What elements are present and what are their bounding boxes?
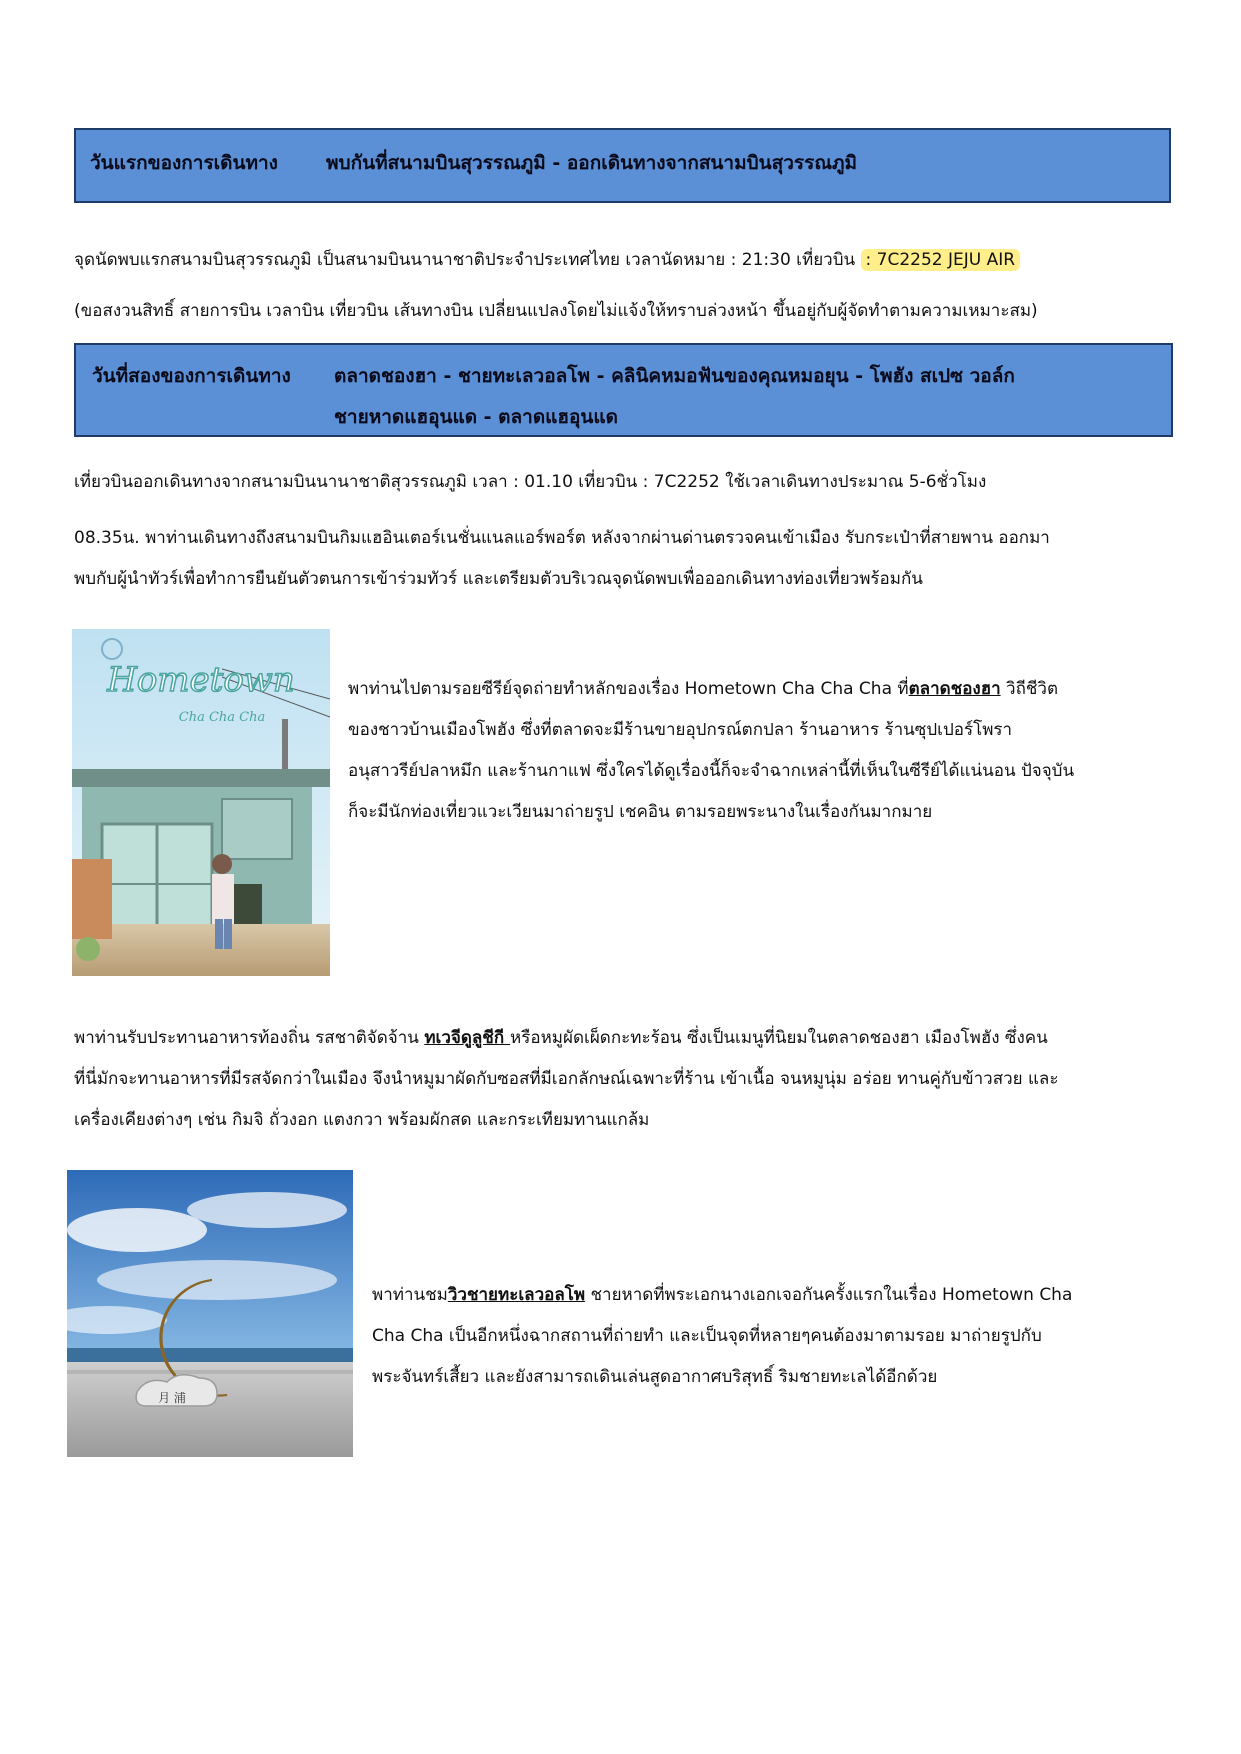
arrival-line2: พบกับผู้นำทัวร์เพื่อทำการยืนยันตัวตนการเข้าร่วมทัวร์ และเตรียมตัวบริเวณจุดนัดพบเพื่อออกเดินทางท่องเที่ยวพร้อมกัน: [74, 569, 923, 589]
day1-header: [74, 128, 1171, 203]
meeting-paragraph: [74, 240, 1038, 332]
beach-photo-illustration: [67, 1170, 353, 1457]
market-paragraph: [348, 669, 1074, 833]
food-line1-before: พาท่านรับประทานอาหารท้องถิ่น รสชาติจัดจ้าน: [74, 1028, 425, 1048]
beach-line2: Cha Cha เป็นอีกหนึ่งฉากสถานที่ถ่ายทำ และเป็นจุดที่หลายๆคนต้องมาตามรอย มาถ่ายรูปกับ: [372, 1326, 1042, 1346]
food-line2: ที่นี่มักจะทานอาหารที่มีรสจัดกว่าในเมือง จึงนำหมูมาผัดกับซอสที่มีเอกลักษณ์เฉพาะที่ร้าน เข้าเนื้อ จนหมูนุ่ม อร่อย ทานคู่กับข้าวสวย และ: [74, 1069, 1059, 1089]
arrival-line1: 08.35น. พาท่านเดินทางถึงสนามบินกิมแฮอินเตอร์เนชั่นแนลแอร์พอร์ต หลังจากผ่านด่านตรวจคนเข้าเมือง รับกระเป๋าที่สายพาน ออกมา: [74, 528, 1050, 548]
hometown-title: Hometown: [107, 660, 295, 700]
food-paragraph: [74, 1018, 1058, 1141]
beach-line1-after: ชายหาดที่พระเอกนางเอกเจอกันครั้งแรกในเรื่อง Hometown Cha: [585, 1285, 1073, 1305]
food-link[interactable]: ทเวจีดูลูชีกี: [424, 1028, 511, 1048]
day2-route-line2: ชายหาดแฮอุนแด - ตลาดแฮอุนแด: [334, 406, 618, 428]
beach-link[interactable]: วิวชายทะเลวอลโพ: [447, 1285, 586, 1305]
day2-label: วันที่สองของการเดินทาง: [92, 365, 291, 387]
market-line4: ก็จะมีนักท่องเที่ยวแวะเวียนมาถ่ายรูป เชคอิน ตามรอยพระนางในเรื่องกันมากมาย: [348, 802, 933, 822]
market-line2: ของชาวบ้านเมืองโพฮัง ซึ่งที่ตลาดจะมีร้านขายอุปกรณ์ตกปลา ร้านอาหาร ร้านซุปเปอร์โพรา: [348, 720, 1013, 740]
beach-line3: พระจันทร์เสี้ยว และยังสามารถเดินเล่นสูดอากาศบริสุทธิ์ ริมชายทะเลได้อีกด้วย: [372, 1367, 938, 1387]
food-line1-after: หรือหมูผัดเผ็ดกะทะร้อน ซึ่งเป็นเมนูที่นิยมในตลาดชองฮา เมืองโพฮัง ซึ่งคน: [510, 1028, 1048, 1048]
market-photo-illustration: [72, 629, 330, 976]
market-line3: อนุสาวรีย์ปลาหมึก และร้านกาแฟ ซึ่งใครได้ดูเรื่องนี้ก็จะจำฉากเหล่านี้ที่เห็นในซีรีย์ได้แน่นอน ปัจจุบัน: [348, 761, 1075, 781]
day2-route-line1: ตลาดชองฮา - ชายทะเลวอลโพ - คลินิคหมอฟันของคุณหมอยุน - โพฮัง สเปซ วอล์ก: [334, 365, 1015, 387]
wolpo-beach-photo: [67, 1170, 353, 1457]
arrival-paragraph: [74, 518, 1050, 600]
hometown-subtitle: Cha Cha Cha: [178, 710, 266, 725]
food-line3: เครื่องเคียงต่างๆ เช่น กิมจิ ถั่วงอก แตงกวา พร้อมผักสด และกระเทียมทานแกล้ม: [74, 1110, 650, 1130]
day2-header: [74, 343, 1173, 437]
day1-label: วันแรกของการเดินทาง: [90, 152, 278, 174]
flight-highlight: : 7C2252 JEJU AIR: [861, 249, 1021, 271]
beach-paragraph: [372, 1275, 1072, 1398]
beach-line1-before: พาท่านชม: [372, 1285, 448, 1305]
departure-text: เที่ยวบินออกเดินทางจากสนามบินนานาชาติสุวรรณภูมิ เวลา : 01.10 เที่ยวบิน : 7C2252 ใช้เวลาเดินทางประมาณ 5-6ชั่วโมง: [74, 472, 987, 492]
hometown-market-photo: [72, 629, 330, 976]
market-line1-before: พาท่านไปตามรอยซีรีย์จุดถ่ายทำหลักของเรื่อง Hometown Cha Cha Cha ที่: [348, 679, 909, 699]
day1-route: พบกันที่สนามบินสุวรรณภูมิ - ออกเดินทางจากสนามบินสุวรรณภูมิ: [326, 152, 857, 174]
moon-sign-text: 月 浦: [158, 1391, 186, 1405]
market-link[interactable]: ตลาดชองฮา: [908, 679, 1001, 699]
departure-paragraph: [74, 462, 986, 503]
meeting-text: จุดนัดพบแรกสนามบินสุวรรณภูมิ เป็นสนามบินนานาชาติประจำประเทศไทย เวลานัดหมาย : 21:30 เที่ยวบิน: [74, 250, 861, 270]
market-line1-after: วิถีชีวิต: [1000, 679, 1058, 699]
disclaimer: (ขอสงวนสิทธิ์ สายการบิน เวลาบิน เที่ยวบิน เส้นทางบิน เปลี่ยนแปลงโดยไม่แจ้งให้ทราบล่วงหน้า ขึ้นอยู่กับผู้จัดทำตามความเหมาะสม): [74, 301, 1038, 321]
